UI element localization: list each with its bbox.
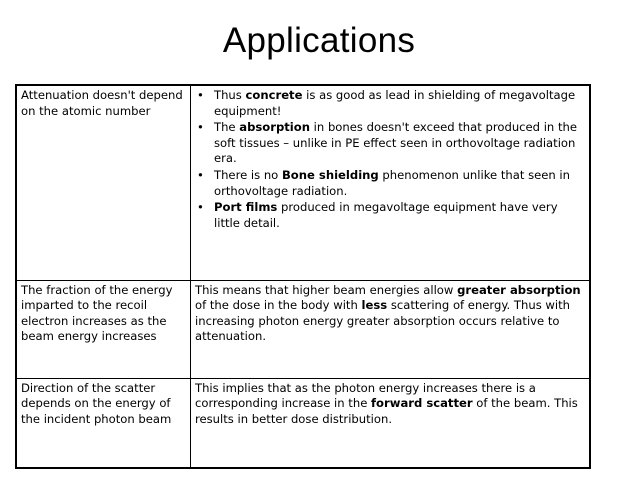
row-3-consequence: This implies that as the photon energy increases there is a corresponding increase in the forward scatter of the beam. This results in better dose distribution. — [191, 378, 591, 468]
table-row — [16, 378, 590, 468]
bullet-icon: • — [197, 88, 204, 102]
list-item: • Port films produced in megavoltage equipment have very little detail. — [197, 200, 558, 230]
list-item: • The absorption in bones doesn't exceed that produced in the soft tissues – unlike in PE effect seen in orthovoltage radiation era. — [197, 120, 577, 166]
table-row — [16, 85, 590, 280]
emphasis-text: concrete — [245, 88, 303, 102]
emphasis-text: absorption — [239, 120, 310, 135]
row-2-consequence: This means that higher beam energies allow greater absorption of the dose in the body with less scattering of energy. Thus with increasing photon energy greater absorption occurs relative to attenuation. — [191, 280, 591, 378]
table-row — [16, 280, 590, 378]
emphasis-text: less — [361, 298, 388, 313]
row-2-condition: The fraction of the energy imparted to the recoil electron increases as the beam energy increases — [16, 280, 191, 378]
consequence-list — [195, 88, 585, 231]
row-3-condition: Direction of the scatter depends on the energy of the incident photon beam — [16, 378, 191, 468]
bullet-icon: • — [197, 120, 204, 135]
emphasis-text: Bone shielding — [281, 167, 379, 182]
emphasis-text: forward scatter — [371, 396, 473, 411]
bullet-icon: • — [197, 167, 204, 182]
row-1-condition: Attenuation doesn't depend on the atomic number — [16, 85, 191, 280]
emphasis-text: greater absorption — [457, 282, 581, 297]
slide-title: Applications — [222, 21, 416, 60]
applications-table — [15, 84, 591, 469]
list-item: • Thus concrete is as good as lead in shielding of megavoltage equipment! — [197, 88, 576, 118]
bullet-icon: • — [197, 200, 204, 215]
list-item: • There is no Bone shielding phenomenon unlike that seen in orthovoltage radiation. — [197, 167, 570, 198]
emphasis-text: Port films — [214, 200, 278, 215]
row-1-consequences — [191, 85, 591, 280]
